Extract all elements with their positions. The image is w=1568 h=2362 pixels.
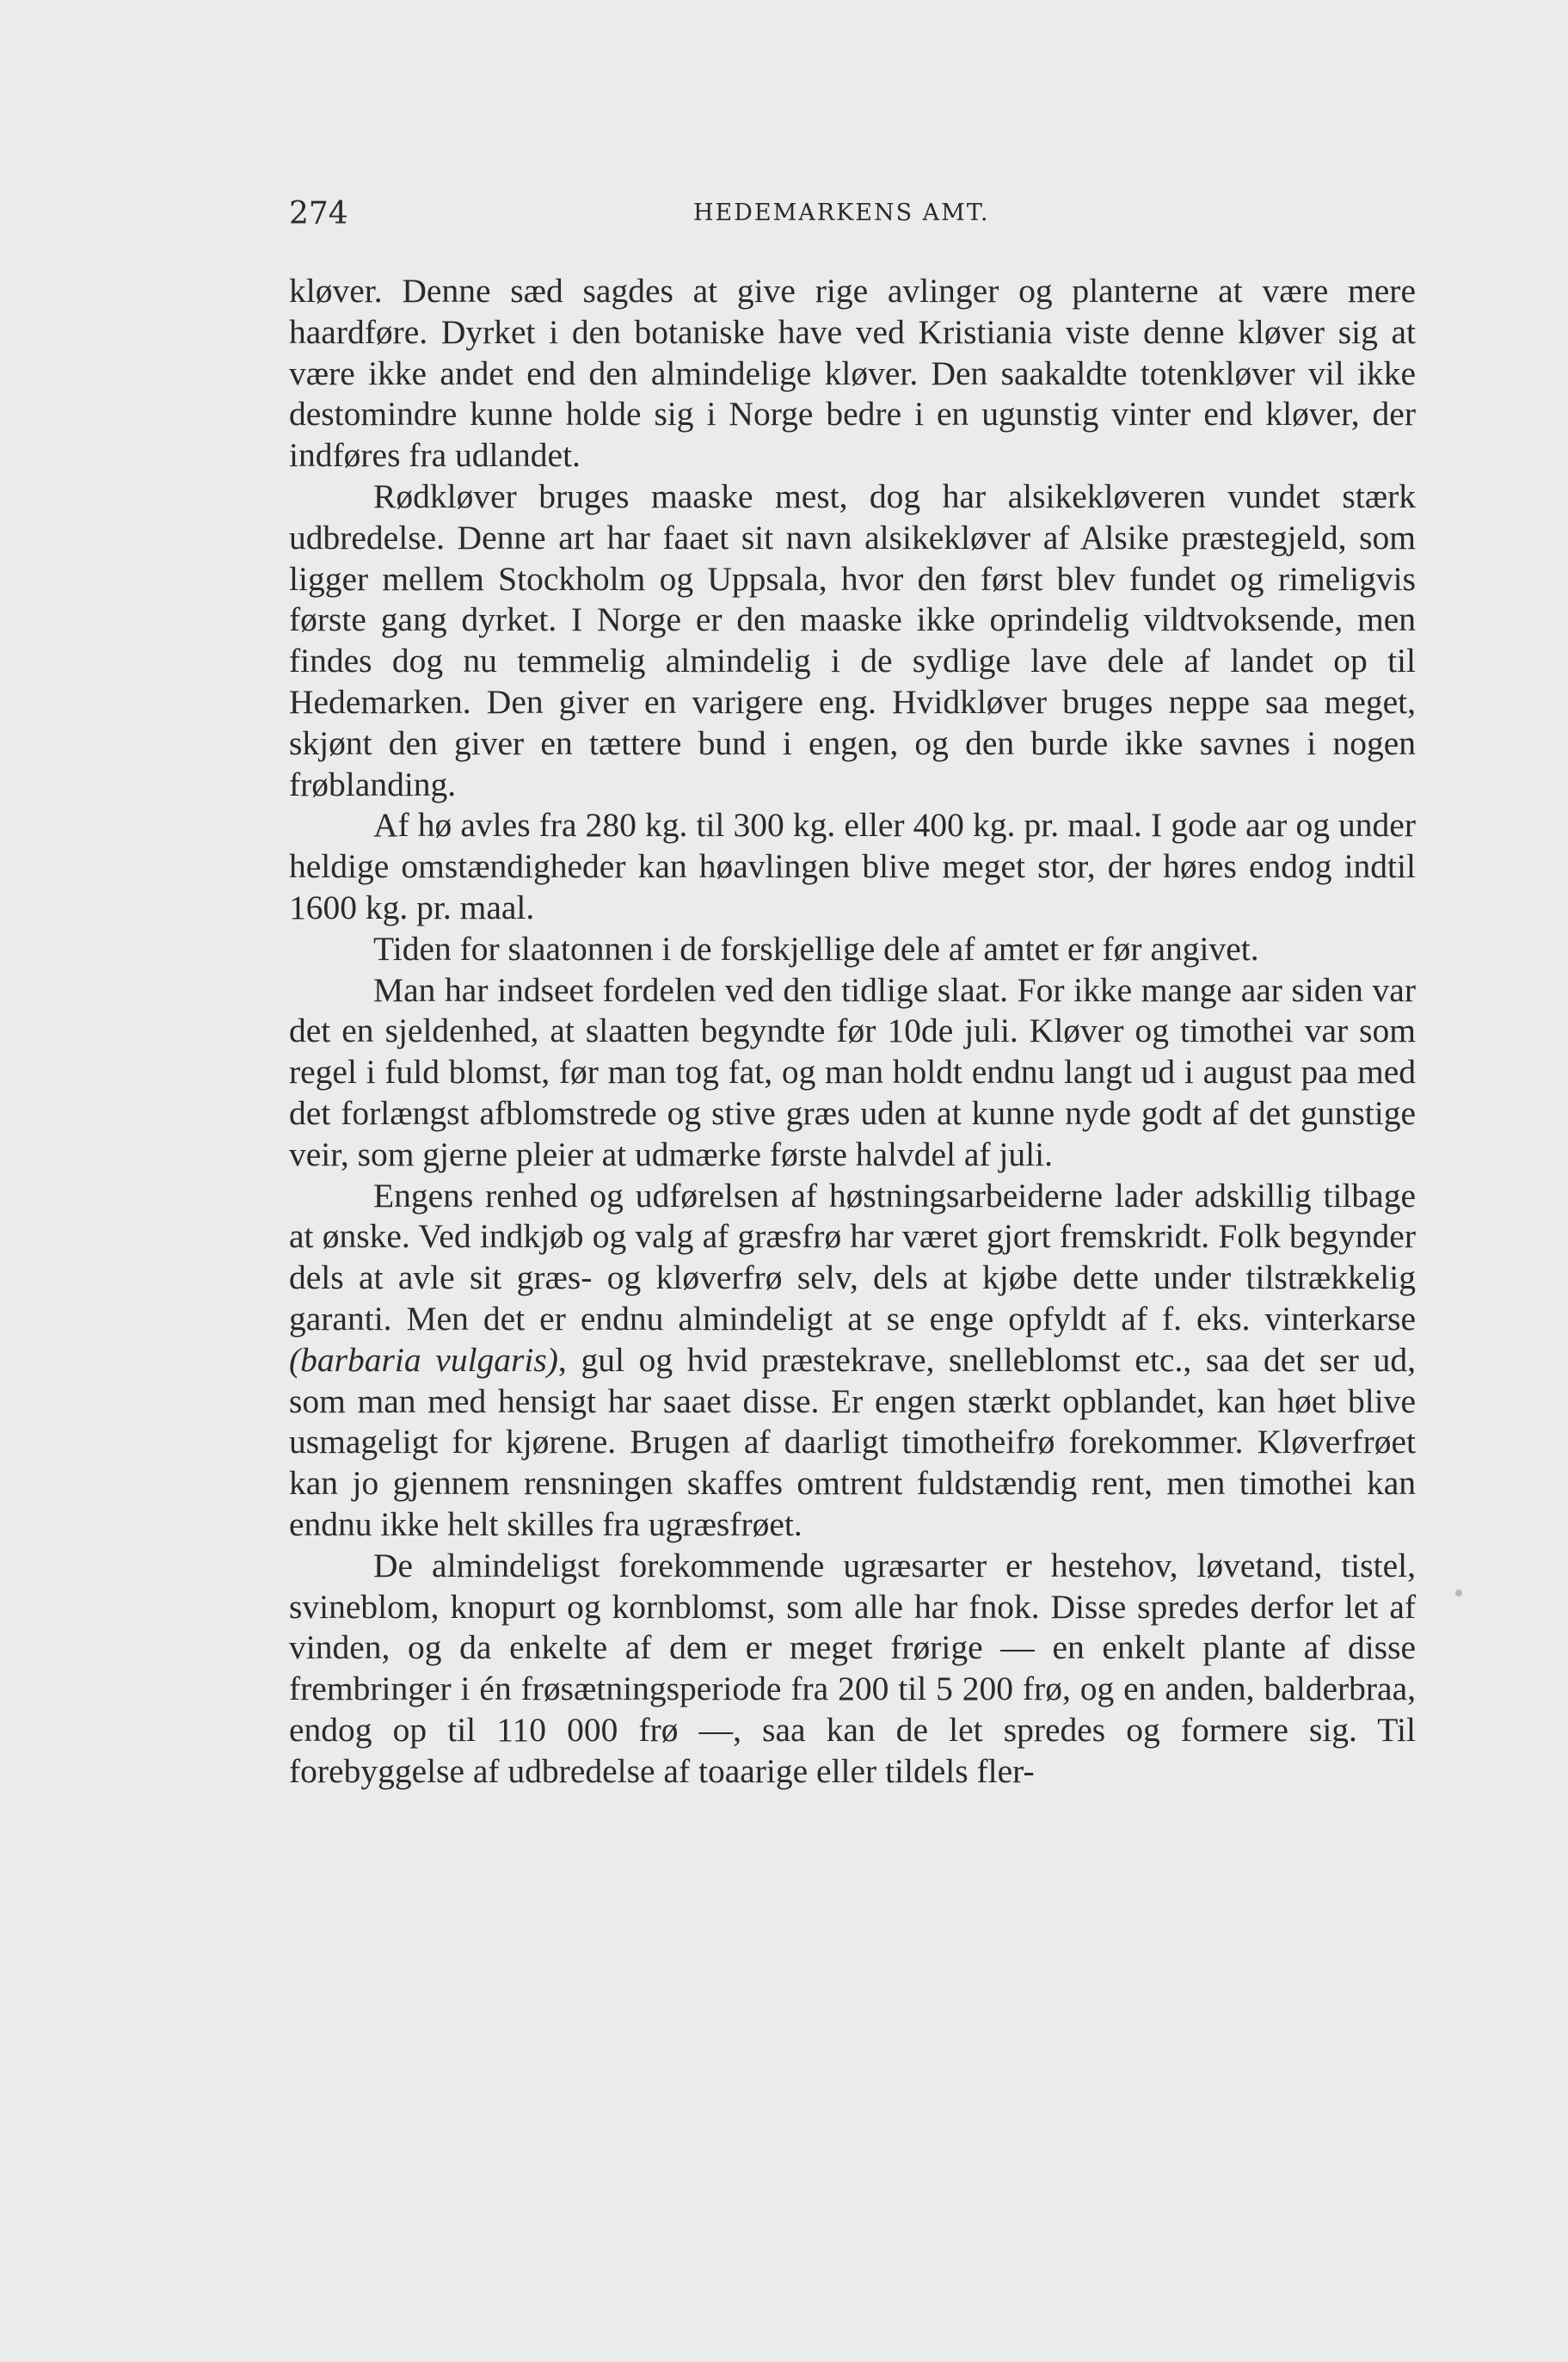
body-text [289, 271, 1416, 1792]
latin-name: (barbaria vulgaris) [289, 1340, 558, 1379]
paragraph-2: Rødkløver bruges maaske mest, dog har alsikekløveren vundet stærk udbredelse. Denne art har faaet sit navn alsikekløver af Alsike præstegjeld, som ligger mellem Stockholm og Uppsala, hvor den først blev fundet og rimeligvis første gang dyrket. I Norge er den maaske ikke oprindelig vildtvoksende, men findes dog nu temmelig almindelig i de sydlige lave dele af landet op til Hedemarken. Den giver en varigere eng. Hvidkløver bruges neppe saa meget, skjønt den giver en tættere bund i engen, og den burde ikke savnes i nogen frøblanding. [289, 477, 1416, 803]
paragraph-6 [289, 1176, 1416, 1546]
paragraph-4: Tiden for slaatonnen i de forskjellige dele af amtet er før angivet. [373, 929, 1259, 968]
running-title: HEDEMARKENS AMT. [693, 200, 990, 226]
paragraph-1: kløver. Denne sæd sagdes at give rige avlinger og planterne at være mere haardføre. Dyrket i den botaniske have ved Kristiania viste denne kløver sig at være ikke andet end den almindelige kløver. Den saakaldte totenkløver vil ikke destomindre kunne holde sig i Norge bedre i en ugunstig vinter end kløver, der indføres fra udlandet. [289, 272, 1416, 475]
paragraph-6-text-before: Engens renhed og udførelsen af høstningsarbeiderne lader adskillig tilbage at ønske. Ved indkjøb og valg af græsfrø har været gjort fremskridt. Folk begynder dels at avle sit græs- og kløverfrø selv, dels at kjøbe dette under tilstrækkelig garanti. Men det er endnu almindeligt at se enge opfyldt af f. eks. vinterkarse [289, 1176, 1416, 1338]
paragraph-5: Man har indseet fordelen ved den tidlige slaat. For ikke mange aar siden var det en sjeldenhed, at slaatten begyndte før 10de juli. Kløver og timothei var som regel i fuld blomst, før man tog fat, og man holdt endnu langt ud i august paa med det forlængst afblomstrede og stive græs uden at kunne nyde godt af det gunstige veir, som gjerne pleier at udmærke første halvdel af juli. [289, 970, 1416, 1173]
scan-speck [1455, 1590, 1462, 1596]
paragraph-3: Af hø avles fra 280 kg. til 300 kg. eller 400 kg. pr. maal. I gode aar og under heldige omstændigheder kan høavlingen blive meget stor, der høres endog indtil 1600 kg. pr. maal. [289, 806, 1416, 926]
page-number: 274 [289, 196, 348, 231]
paragraph-7: De almindeligst forekommende ugræsarter er hestehov, løvetand, tistel, svineblom, knopurt og kornblomst, som alle har fnok. Disse spredes derfor let af vinden, og da enkelte af dem er meget frørige — en enkelt plante af disse frembringer i én frøsætningsperiode fra 200 til 5 200 frø, og en anden, balderbraa, endog op til 110 000 frø —, saa kan de let spredes og formere sig. Til forebyggelse af udbredelse af toaarige eller tildels fler- [289, 1546, 1416, 1790]
page-header [289, 196, 1414, 239]
paragraph-6-text-after: , gul og hvid præstekrave, snelleblomst etc., saa det ser ud, som man med hensigt har saaet disse. Er engen stærkt opblandet, kan høet blive usmageligt for kjørene. Brugen af daarligt timotheifrø forekommer. Kløverfrøet kan jo gjennem rensningen skaffes omtrent fuldstændig rent, men timothei kan endnu ikke helt skilles fra ugræsfrøet. [289, 1340, 1416, 1543]
